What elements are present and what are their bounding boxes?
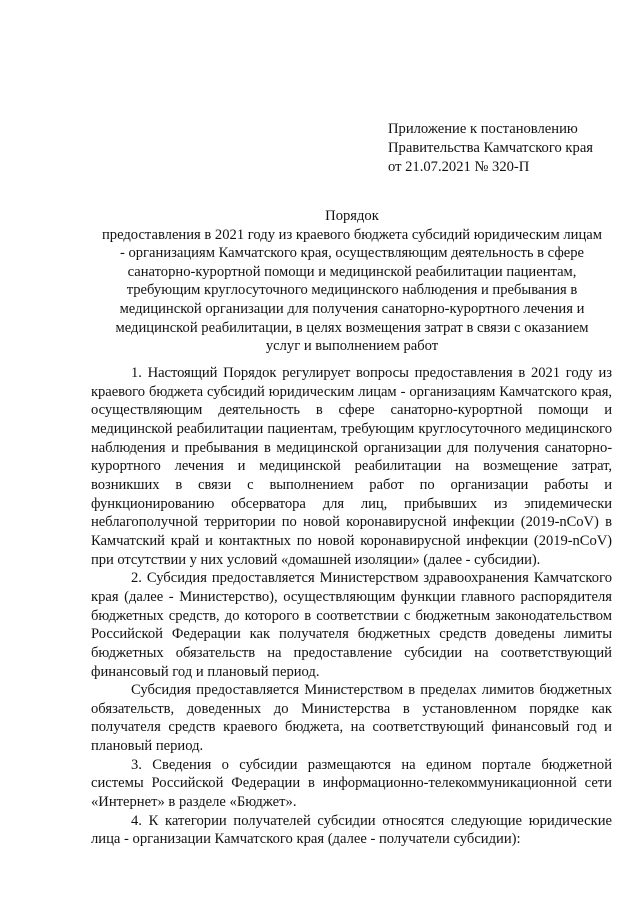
title-line: - организациям Камчатского края, осуществляющим деятельность в сфере [119, 245, 585, 262]
appendix-line: Приложение к постановлению [388, 121, 578, 137]
paragraph-1: 1. Настоящий Порядок регулирует вопросы предоставления в 2021 году из краевого бюджета субсидий юридическим лицам - организациям Камчатского края, осуществляющим деятельность в сфере санаторно-курортной помощи и медицинской реабилитации пациентам, требующим круглосуточного медицинского наблюдения и пребывания в медицинской организации для получения санаторно-курортного лечения и медицинской реабилитации на возмещение затрат, возникших в связи с выполнением работ по организации работы и функционированию обсерватора для лиц, прибывших из эпидемически неблагополучной территории по новой коронавирусной инфекции (2019-nCoV) в Камчатский край и контактных по новой коронавирусной инфекции (2019-nCoV) при отсутствии у них условий «домашней изоляции» (далее - субсидии). [91, 365, 612, 568]
paragraph-3: 3. Сведения о субсидии размещаются на едином портале бюджетной системы Российской Федерации в информационно-телекоммуникационной сети «Интернет» в разделе «Бюджет». [91, 756, 612, 811]
title-heading: Порядок [325, 208, 379, 224]
title-line: требующим круглосуточного медицинского наблюдения и пребывания в [126, 282, 578, 299]
title-line: услуг и выполнением работ [265, 338, 439, 355]
title-line: предоставления в 2021 году из краевого бюджета субсидий юридическим лицам [101, 226, 603, 243]
title-line: медицинской реабилитации, в целях возмещения затрат в связи с оказанием [115, 319, 589, 336]
title-line: медицинской организации для получения санаторно-курортного лечения и [119, 300, 585, 317]
document-title [84, 207, 620, 356]
paragraph-4: 4. К категории получателей субсидии относятся следующие юридические лица - организации Камчатского края (далее - получатели субсидии): [91, 812, 612, 848]
paragraph-2: 2. Субсидия предоставляется Министерством здравоохранения Камчатского края (далее - Министерство), осуществляющим функции главного распорядителя бюджетных средств, до которого в соответствии с бюджетным законодательством Российской Федерации как получателя бюджетных средств доведены лимиты бюджетных обязательств на предоставление субсидии на соответствующий финансовый год и плановый период. [91, 570, 612, 680]
appendix-date-number: от 21.07.2021 № 320-П [388, 159, 530, 175]
title-line: санаторно-курортной помощи и медицинской реабилитации пациентам, [127, 263, 577, 280]
appendix-reference [388, 120, 628, 177]
paragraph-2-continued: Субсидия предоставляется Министерством в пределах лимитов бюджетных обязательств, доведенных до Министерства в установленном порядке как получателя средств краевого бюджета, на соответствующий финансовый год и плановый период. [91, 682, 612, 755]
document-body [91, 364, 612, 849]
appendix-line: Правительства Камчатского края [388, 140, 594, 156]
